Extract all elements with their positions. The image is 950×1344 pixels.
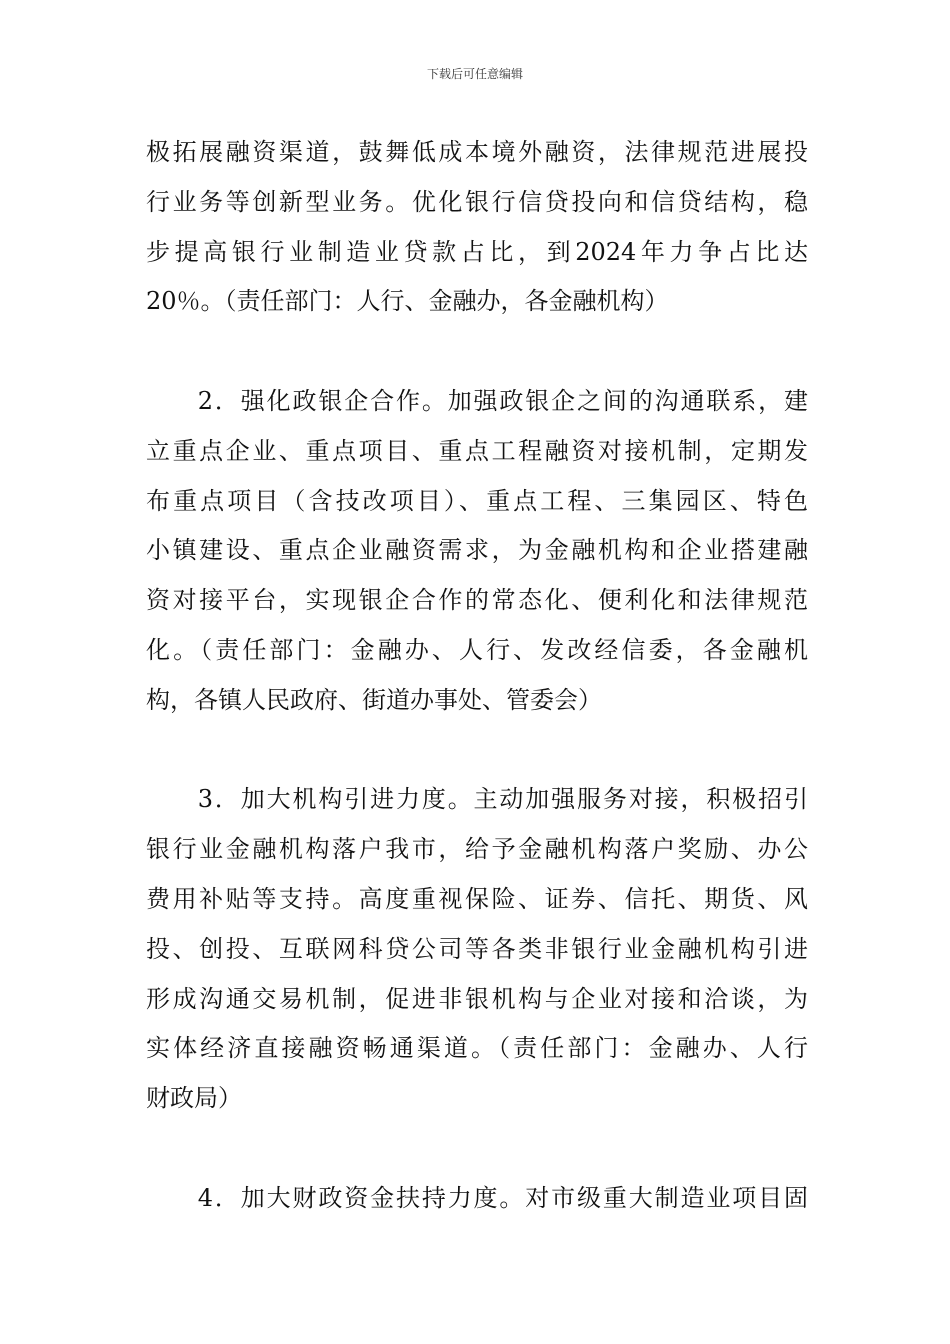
text-line: 2．强化政银企合作。加强政银企之间的沟通联系，建: [146, 386, 808, 415]
text-line: 资对接平台，实现银企合作的常态化、便利化和法律规范: [146, 586, 808, 615]
text-line: 化。（责任部门：金融办、人行、发改经信委，各金融机: [146, 635, 808, 664]
page-header: 下载后可任意编辑: [426, 67, 523, 81]
text-line: 立重点企业、重点项目、重点工程融资对接机制，定期发: [146, 436, 808, 465]
text-line: 投、创投、互联网科贷公司等各类非银行业金融机构引进: [146, 934, 808, 963]
text-line: 构，各镇人民政府、街道办事处、管委会）: [146, 685, 602, 714]
text-line: 小镇建设、重点企业融资需求，为金融机构和企业搭建融: [146, 536, 808, 565]
text-line: 布重点项目（含技改项目）、重点工程、三集园区、特色: [146, 486, 808, 515]
paragraph-gap: [146, 327, 808, 377]
text-line: 3．加大机构引进力度。主动加强服务对接，积极招引: [146, 785, 808, 814]
text-line: 4．加大财政资金扶持力度。对市级重大制造业项目固: [146, 1183, 808, 1212]
text-line: 步提高银行业制造业贷款占比，到2024年力争占比达: [146, 237, 808, 266]
paragraph-gap: [146, 1124, 808, 1174]
text-line: 实体经济直接融资畅通渠道。（责任部门：金融办、人行: [146, 1034, 808, 1063]
text-line: 20％。（责任部门：人行、金融办，各金融机构）: [146, 287, 669, 316]
document-body: [146, 128, 808, 1224]
paragraph-gap: [146, 726, 808, 776]
text-line: 行业务等创新型业务。优化银行信贷投向和信贷结构，稳: [146, 187, 808, 216]
text-line: 财政局）: [146, 1084, 242, 1113]
text-line: 费用补贴等支持。高度重视保险、证券、信托、期货、风: [146, 884, 808, 913]
text-line: 形成沟通交易机制，促进非银机构与企业对接和洽谈，为: [146, 984, 808, 1013]
text-line: 银行业金融机构落户我市，给予金融机构落户奖励、办公: [146, 835, 808, 864]
text-line: 极拓展融资渠道，鼓舞低成本境外融资，法律规范进展投: [146, 138, 808, 166]
